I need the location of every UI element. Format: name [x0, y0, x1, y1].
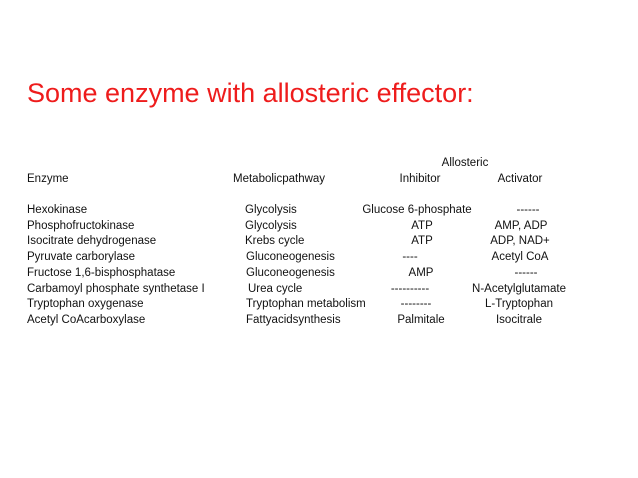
- inhibitor-cell: ATP: [411, 235, 433, 248]
- enzyme-cell: Pyruvate carborylase: [27, 251, 136, 264]
- activator-cell: AMP, ADP: [494, 219, 548, 232]
- header-pathway: Metabolicpathway: [233, 173, 326, 185]
- inhibitor-cell: AMP: [408, 266, 434, 279]
- header-enzyme: Enzyme: [27, 173, 69, 185]
- inhibitor-cell: Palmitale: [397, 313, 445, 326]
- header-allosteric: Allosteric: [441, 157, 489, 169]
- pathway-cell: Tryptophan metabolism: [246, 298, 366, 311]
- pathway-cell: Urea cycle: [248, 282, 303, 295]
- activator-cell: ADP, NAD+: [490, 235, 550, 248]
- inhibitor-cell: --------: [400, 298, 432, 311]
- enzyme-cell: Acetyl CoAcarboxylase: [27, 313, 146, 326]
- slide-title: Some enzyme with allosteric effector:: [27, 78, 474, 108]
- enzyme-cell: Isocitrate dehydrogenase: [27, 235, 157, 248]
- activator-cell: L-Tryptophan: [485, 298, 553, 311]
- inhibitor-cell: Glucose 6-phosphate: [362, 204, 472, 216]
- inhibitor-cell: ----: [402, 251, 418, 264]
- enzyme-cell: Carbamoyl phosphate synthetase I: [27, 282, 205, 295]
- enzyme-cell: Phosphofructokinase: [27, 219, 135, 232]
- pathway-cell: Glycolysis: [245, 204, 297, 216]
- header-inhibitor: Inhibitor: [399, 173, 441, 185]
- activator-cell: ------: [516, 204, 540, 216]
- activator-cell: Isocitrale: [495, 313, 543, 326]
- activator-cell: N-Acetylglutamate: [472, 282, 566, 295]
- pathway-cell: Fattyacidsynthesis: [246, 313, 341, 326]
- pathway-cell: Gluconeogenesis: [246, 266, 335, 279]
- header-activator: Activator: [497, 173, 543, 185]
- enzyme-cell: Tryptophan oxygenase: [27, 298, 144, 311]
- activator-cell: ------: [514, 266, 538, 279]
- pathway-cell: Krebs cycle: [245, 235, 305, 248]
- pathway-cell: Gluconeogenesis: [246, 251, 335, 264]
- inhibitor-cell: ----------: [390, 282, 430, 295]
- enzyme-cell: Fructose 1,6-bisphosphatase: [27, 266, 176, 279]
- pathway-cell: Glycolysis: [245, 219, 297, 232]
- enzyme-cell: Hexokinase: [27, 204, 88, 216]
- activator-cell: Acetyl CoA: [491, 251, 549, 264]
- inhibitor-cell: ATP: [411, 219, 433, 232]
